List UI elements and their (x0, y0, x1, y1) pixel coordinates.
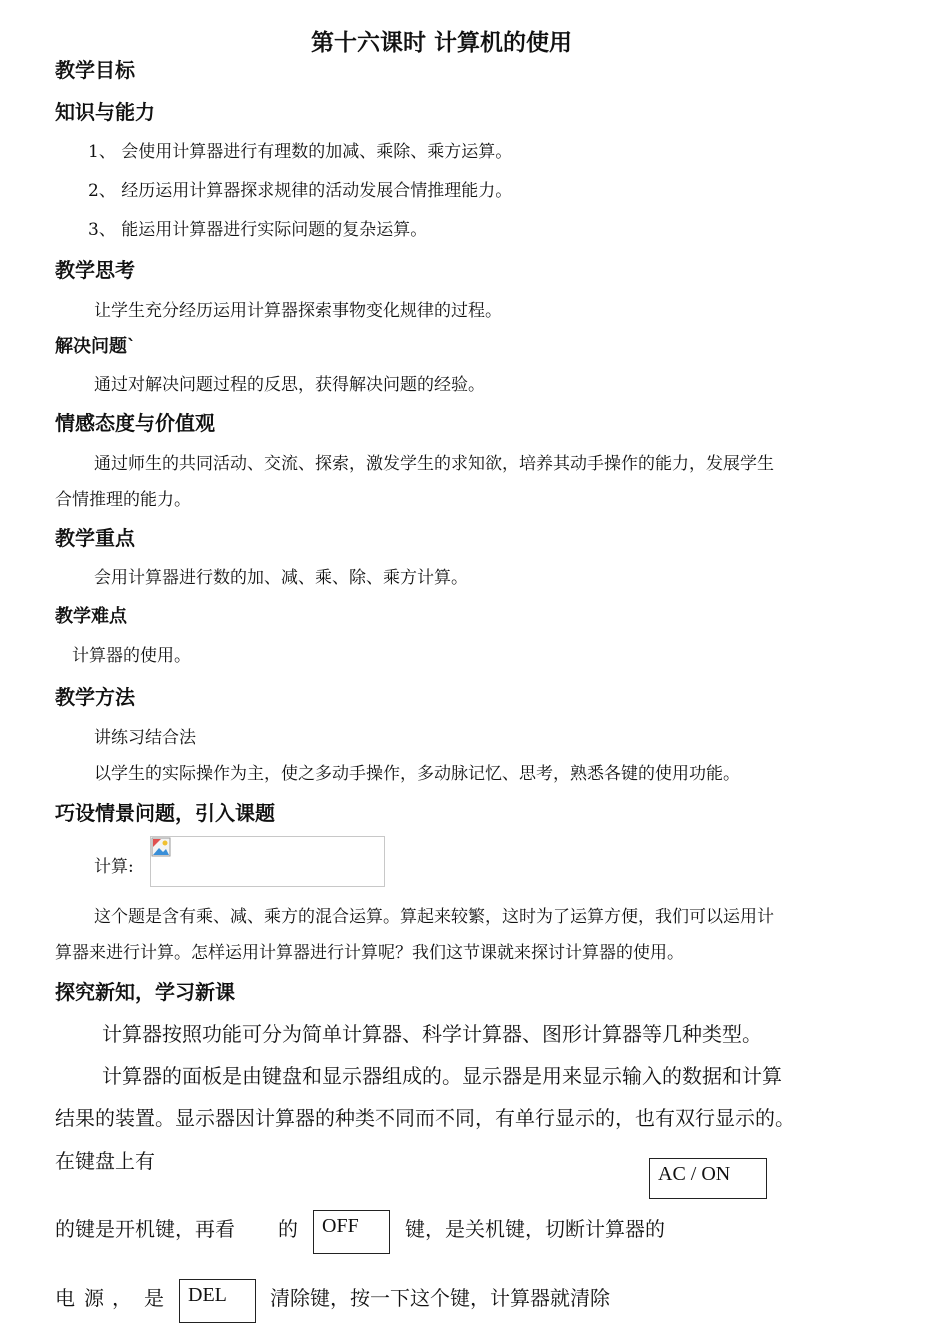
page-title: 第十六课时 计算机的使用 (311, 30, 573, 56)
explore-paragraph-2-line-3: 在键盘上有 (55, 1149, 155, 1173)
broken-image-icon (151, 837, 171, 857)
key-points-heading: 教学重点 (55, 526, 135, 550)
key-off: OFF (313, 1210, 390, 1254)
intro-line-1: 这个题是含有乘、减、乘方的混合运算。算起来较繁，这时为了运算方便，我们可以运用计 (94, 907, 774, 927)
power-char-1: 电 (55, 1286, 75, 1310)
sentence-of: 的 (278, 1217, 298, 1241)
intro-line-2: 算器来进行计算。怎样运用计算器进行计算呢？我们这节课就来探讨计算器的使用。 (55, 943, 684, 963)
attitude-line-2: 合情推理的能力。 (55, 490, 191, 510)
knowledge-item-3: 3、 能运用计算器进行实际问题的复杂运算。 (88, 220, 428, 240)
difficulty-text: 计算器的使用。 (72, 646, 191, 666)
key-ac-on: AC / ON (649, 1158, 767, 1199)
knowledge-item-1: 1、 会使用计算器进行有理数的加减、乘除、乘方运算。 (88, 142, 513, 162)
explore-paragraph-2-line-2: 结果的装置。显示器因计算器的种类不同而不同，有单行显示的，也有双行显示的。 (55, 1106, 795, 1130)
intro-heading: 巧设情景问题，引入课题 (55, 801, 275, 825)
calc-label: 计算: (94, 857, 134, 877)
attitude-line-1: 通过师生的共同活动、交流、探索，激发学生的求知欲，培养其动手操作的能力，发展学生 (94, 454, 774, 474)
explore-paragraph-1: 计算器按照功能可分为简单计算器、科学计算器、图形计算器等几种类型。 (102, 1022, 762, 1046)
method-line-1: 讲练习结合法 (94, 728, 196, 748)
knowledge-item-2: 2、 经历运用计算器探求规律的活动发展合情推理能力。 (88, 181, 513, 201)
solving-heading: 解决问题` (55, 336, 136, 357)
key-points-text: 会用计算器进行数的加、减、乘、除、乘方计算。 (94, 568, 468, 588)
explore-paragraph-2-line-1: 计算器的面板是由键盘和显示器组成的。显示器是用来显示输入的数据和计算 (102, 1064, 782, 1088)
power-comma: ， (112, 1286, 132, 1310)
power-char-2: 源 (84, 1286, 104, 1310)
attitude-heading: 情感态度与价值观 (55, 411, 215, 435)
sentence-on-key: 的键是开机键，再看 (55, 1217, 235, 1241)
knowledge-heading: 知识与能力 (55, 100, 155, 124)
key-del: DEL (179, 1279, 256, 1323)
method-heading: 教学方法 (55, 685, 135, 709)
objectives-heading: 教学目标 (55, 58, 135, 82)
power-is: 是 (144, 1286, 164, 1310)
explore-heading: 探究新知，学习新课 (55, 980, 235, 1004)
thinking-heading: 教学思考 (55, 258, 135, 282)
thinking-text: 让学生充分经历运用计算器探索事物变化规律的过程。 (94, 301, 502, 321)
sentence-off-key: 键，是关机键，切断计算器的 (405, 1217, 665, 1241)
difficulty-heading: 教学难点 (55, 606, 127, 627)
method-line-2: 以学生的实际操作为主，使之多动手操作，多动脉记忆、思考，熟悉各键的使用功能。 (94, 764, 740, 784)
formula-image (150, 836, 385, 887)
solving-text: 通过对解决问题过程的反思，获得解决问题的经验。 (94, 375, 485, 395)
sentence-del-key: 清除键，按一下这个键，计算器就清除 (270, 1286, 610, 1310)
